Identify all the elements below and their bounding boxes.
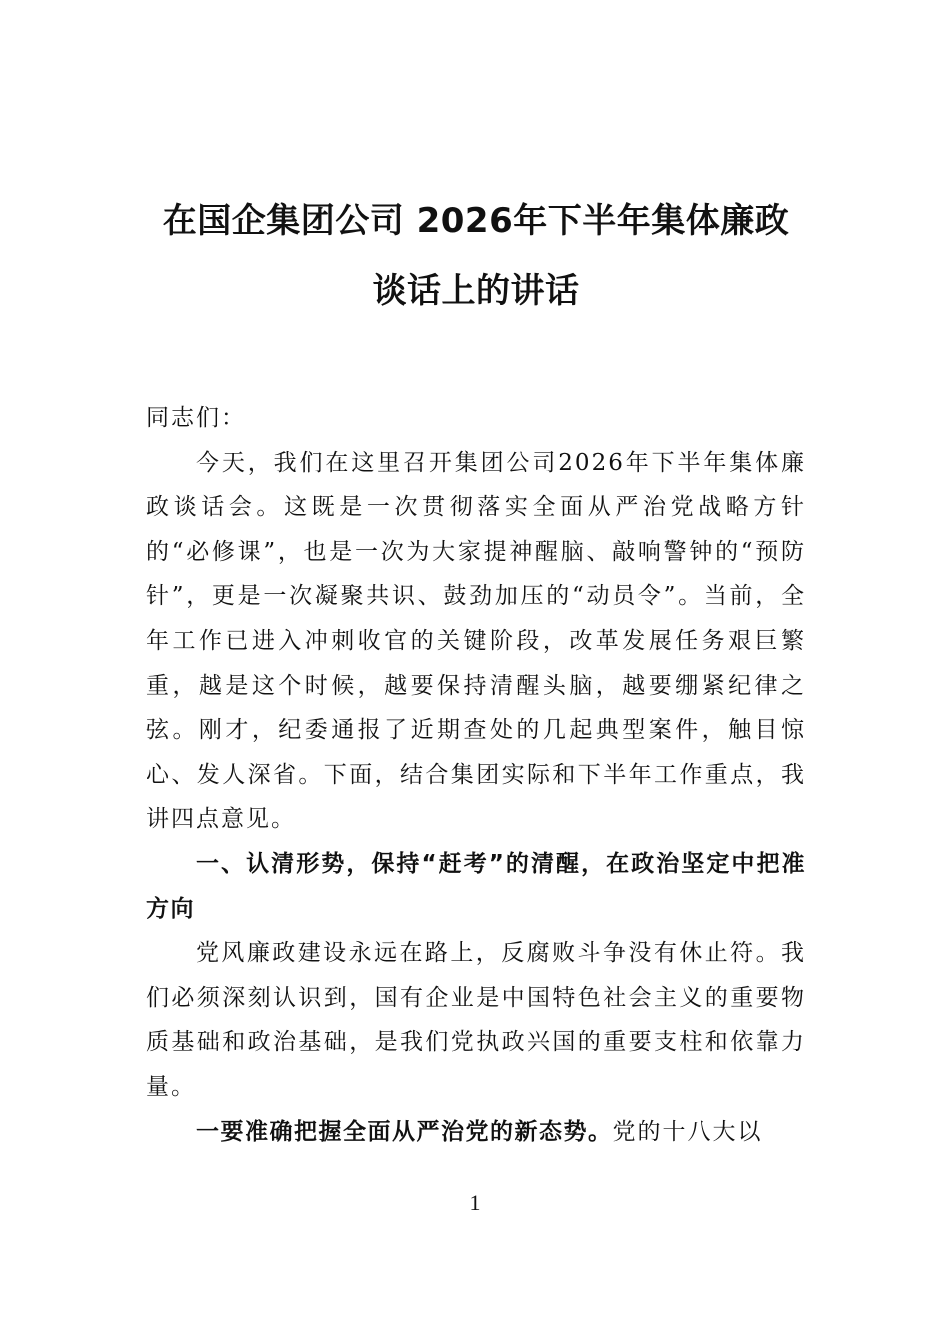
- intro-paragraph: 今天，我们在这里召开集团公司2026年下半年集体廉政谈话会。这既是一次贯彻落实全面从严治党战略方针的“必修课”，也是一次为大家提神醒脑、敲响警钟的“预防针”，更是一次凝聚共识、鼓劲加压的“动员令”。当前，全年工作已进入冲刺收官的关键阶段，改革发展任务艰巨繁重，越是这个时候，越要保持清醒头脑，越要绷紧纪律之弦。刚才，纪委通报了近期查处的几起典型案件，触目惊心、发人深省。下面，结合集团实际和下半年工作重点，我讲四点意见。: [146, 449, 806, 833]
- point-1-bold-lead: 一要准确把握全面从严治党的新态势。: [196, 1118, 613, 1145]
- point-1-text: 党的十八大以: [612, 1118, 763, 1145]
- document-title: 在国企集团公司 2026年下半年集体廉政谈话上的讲话: [162, 201, 790, 311]
- page-number: 1: [469, 1190, 481, 1215]
- document-body: [146, 396, 806, 1154]
- section-heading-1: 一、认清形势，保持“赶考”的清醒，在政治坚定中把准方向: [146, 850, 806, 922]
- point-1-paragraph: [146, 1110, 806, 1155]
- salutation: 同志们：: [146, 405, 246, 431]
- section-1-paragraph: 党风廉政建设永远在路上，反腐败斗争没有休止符。我们必须深刻认识到，国有企业是中国特色社会主义的重要物质基础和政治基础，是我们党执政兴国的重要支柱和依靠力量。: [146, 940, 806, 1100]
